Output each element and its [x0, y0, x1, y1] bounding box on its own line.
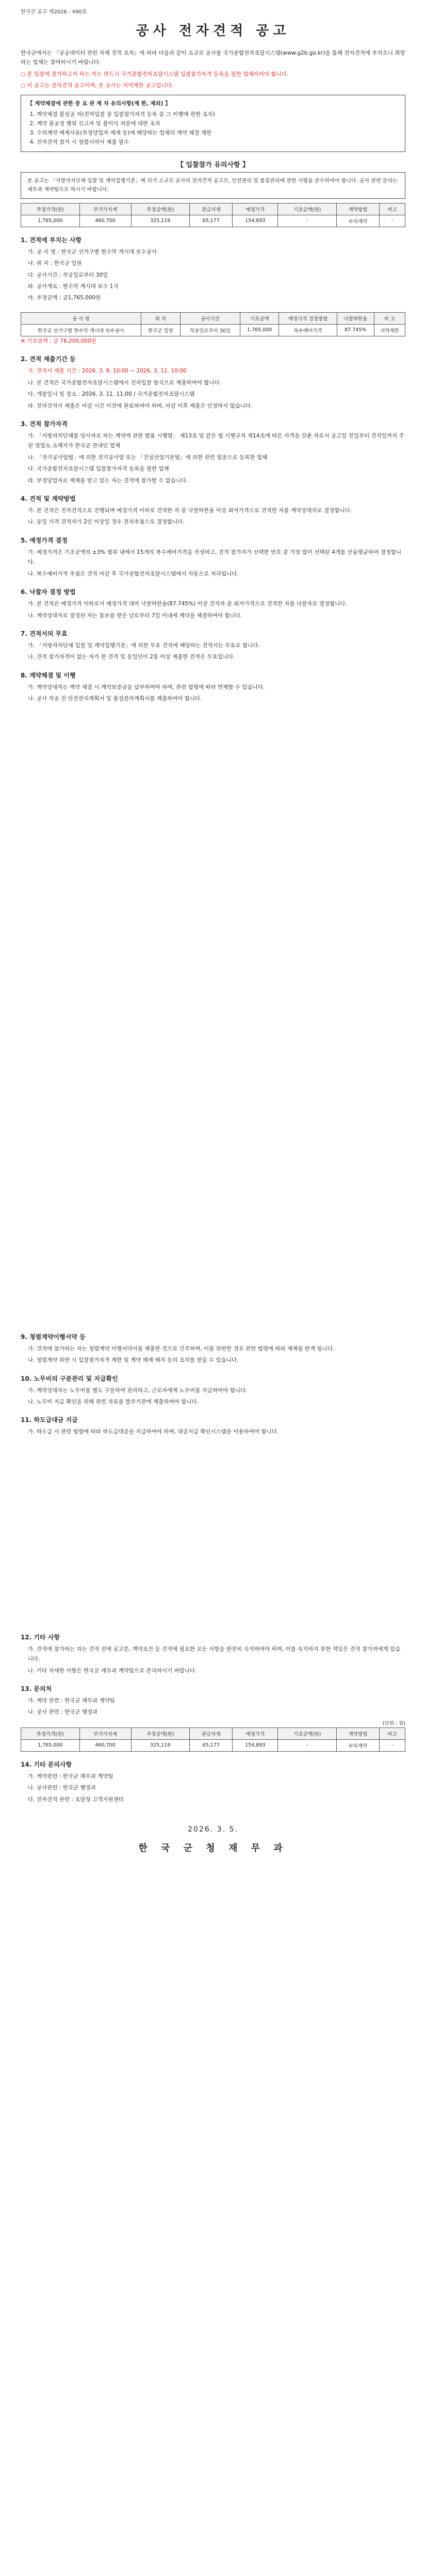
section-item: 다. 국가종합전자조달시스템 입찰참가자격 등록을 필한 업체	[28, 466, 169, 472]
table-note: ※ 기초금액 : 금 76,200,000원	[21, 337, 96, 344]
table-cell: 복수예비가격	[279, 324, 337, 336]
section-body	[21, 641, 405, 663]
section-item: 다. 개찰일시 및 장소 : 2026. 3. 11. 11:00 / 국가종합전자조달시스템	[28, 391, 195, 398]
table-cell: 1,765,000	[240, 324, 279, 336]
section-item: 나. 노무비 지급 확인을 위해 관련 자료를 발주기관에 제출하여야 합니다.	[28, 1398, 199, 1405]
section-body	[21, 599, 405, 621]
table-header-cell: 기초금액	[240, 312, 279, 324]
section-item: 가. 본 견적은 전자견적으로 진행되며 예정가격 이하로 견적한 자 중 낙찰하한율 이상 최저가격으로 견적한 자를 계약상대자로 결정합니다.	[28, 507, 352, 514]
section-heading: 9. 청렴계약이행서약 등	[21, 1333, 86, 1341]
section-item: 나. 위 치 : 한국군 일원	[28, 260, 82, 267]
section-body	[21, 1386, 405, 1408]
section-body	[21, 247, 405, 303]
table-cell: -	[278, 215, 337, 227]
section-item: 가. 예정가격은 기초금액의 ±3% 범위 내에서 15개의 복수예비가격을 작성하고, 견적 참가자가 선택한 번호 중 가장 많이 선택된 4개를 산술평균하여 결정합니다.	[28, 549, 402, 566]
section-heading: 3. 견적 참가자격	[21, 420, 68, 428]
section-heading: 10. 노무비의 구분관리 및 지급확인	[21, 1375, 118, 1382]
table-header-cell: 계약방법	[336, 203, 379, 215]
table-row	[21, 215, 405, 227]
intro-paragraph-1: 한국군에서는 『공공데이터 관련 자체 견적 조치』에 따라 다음과 같이 소규모 공사를 국가종합전자조달시스템(www.g2b.go.kr)을 통해 전자견적에 부치오니 희망하는 업체는 참여하시기 바랍니다.	[21, 50, 405, 66]
section-item: 라. 공사개요 : 현수막 게시대 보수 1식	[28, 283, 119, 290]
section-heading: 12. 기타 사항	[21, 1633, 60, 1641]
table-header-cell: 비고	[380, 1727, 405, 1739]
section-item: 다. 공사기간 : 착공일로부터 30일	[28, 272, 108, 278]
table-header-cell: 공사기간	[180, 312, 240, 324]
section-item: 가. 하도급 시 관련 법령에 따라 하도급대금을 지급하여야 하며, 대금지급 확인시스템을 이용하여야 합니다.	[28, 1429, 279, 1435]
section-item: 나. 복수예비가격 추첨은 견적 마감 후 국가종합전자조달시스템에서 자동으로 처리됩니다.	[28, 570, 239, 577]
section-body	[21, 1427, 405, 1437]
section-item: 가. 계약상대자는 노무비를 별도 구분하여 관리하고, 근로자에게 노무비를 지급하여야 합니다.	[28, 1387, 248, 1394]
section-heading: 4. 견적 및 계약방법	[21, 495, 76, 503]
section-body	[21, 1344, 405, 1366]
page-title: 공사 전자견적 공고	[136, 23, 290, 39]
table-header-cell: 관급자재	[190, 203, 233, 215]
section-item: 가. 「지방자치단체를 당사자로 하는 계약에 관한 법률 시행령」 제13조 및 같은 법 시행규칙 제14조에 따른 자격을 갖춘 자로서 공고일 전일부터 견적일까지 주된 영업소 소재지가 한국군 관내인 업체	[28, 432, 404, 449]
table-header-cell: 추정가격(원)	[21, 1727, 80, 1739]
section-heading: 8. 계약체결 및 이행	[21, 671, 76, 679]
section-body	[21, 1772, 405, 1805]
table-cell: 한국군 선거구별 현수막 게시대 보수공사	[21, 324, 141, 336]
table-header-cell: 부가가치세	[79, 1727, 131, 1739]
warning-item: 3. 수의계약 배제사유(부정당업자 제재 등)에 해당하는 업체의 계약 체결 제한	[37, 129, 399, 138]
outline-box	[21, 172, 405, 199]
intro-section	[21, 48, 405, 91]
table-header-cell: 추정금액(원)	[131, 1727, 190, 1739]
table-header-cell: 비고	[380, 203, 405, 215]
table-header-cell: 관급자재	[190, 1727, 233, 1739]
table-cell: 325,119	[131, 1739, 190, 1751]
section-item: 가. 공 사 명 : 한국군 선거구별 현수막 게시대 보수공사	[28, 248, 157, 255]
issuing-organization: 한 국 군 청 재 무 과	[138, 1843, 288, 1854]
table-header-cell: 위 치	[141, 312, 180, 324]
section-item: 가. 본 견적은 예정가격 이하로서 예정가격 대비 낙찰하한율(87.745%) 이상 견적자 중 최저가격으로 견적한 자를 낙찰자로 결정합니다.	[28, 601, 347, 607]
table-cell: 460,700	[79, 215, 131, 227]
intro-paragraph-2: ○ 본 입찰에 참가하고자 하는 자는 반드시 국가종합전자조달시스템 입찰참가자격 등록을 필한 업체이어야 합니다.	[21, 71, 289, 77]
table-header-cell: 예정가격	[233, 1727, 278, 1739]
section-item: 나. 동일 가격 견적자가 2인 이상일 경우 전자추첨으로 결정합니다.	[28, 519, 185, 526]
section-item: 나. 공사 착공 전 안전관리계획서 및 품질관리계획서를 제출하여야 합니다.	[28, 696, 202, 702]
section-item: 가. 계약상대자는 계약 체결 시 계약보증금을 납부하여야 하며, 관련 법령에 따라 면제할 수 있습니다.	[28, 684, 265, 690]
table-header-cell: 비 고	[374, 312, 405, 324]
main-table	[21, 312, 405, 336]
section-item: 가. 견적에 참가하는 자는 청렴계약 이행서약서를 제출한 것으로 간주하며, 이를 위반한 경우 관련 법령에 따라 제재를 받게 됩니다.	[28, 1345, 335, 1352]
table-cell: 한국군 일원	[141, 324, 180, 336]
section-heading: 1. 견적에 부치는 사항	[21, 236, 82, 244]
table-cell: 지역제한	[374, 324, 405, 336]
section-item: 가. 계약관련 : 한국군 재무과 계약팀	[28, 1773, 113, 1780]
section-heading: 7. 견적서의 무효	[21, 630, 68, 637]
table-header-cell: 기초금액(원)	[278, 203, 337, 215]
warning-list	[27, 110, 399, 147]
table-unit: (단위 : 원)	[382, 1720, 405, 1726]
table-cell: -	[380, 1739, 405, 1751]
table-header-row	[21, 1727, 405, 1739]
outline-body: 본 공고는 「지방자치단체 입찰 및 계약집행기준」에 의거 소규모 공사의 전자견적 공고로, 안전관리 및 품질관리에 관한 사항을 준수하여야 합니다. 공사 관련 문의는 재무과 계약팀으로 하시기 바랍니다.	[27, 178, 398, 193]
table-cell: 1,765,000	[21, 1739, 80, 1751]
table-cell: 1,765,000	[21, 215, 80, 227]
table-cell: 65,177	[190, 215, 233, 227]
section-item: 가. 견적에 참가하는 자는 견적 전에 공고문, 계약조건 등 견적에 필요한 모든 사항을 완전히 숙지하여야 하며, 이를 숙지하지 못한 책임은 견적 참가자에게 있습니다.	[28, 1646, 401, 1663]
section-body	[21, 1696, 405, 1718]
section-item: 가. 견적서 제출 기간 : 2026. 3. 9. 10:00 ~ 2026. 3. 11. 10:00	[28, 368, 187, 375]
table-cell: 154,893	[233, 1739, 278, 1751]
section-item: 나. 본 견적은 국가종합전자조달시스템에서 전자입찰 방식으로 제출하여야 합니다.	[28, 379, 221, 386]
table-cell: 154,893	[233, 215, 278, 227]
section-item: 나. 견적 참가자격이 없는 자가 한 견적 및 동일인이 2통 이상 제출한 견적은 무효입니다.	[28, 654, 235, 660]
table-header-cell: 낙찰하한율	[337, 312, 374, 324]
section-body	[21, 548, 405, 579]
table-cell: 65,177	[190, 1739, 233, 1751]
table-header-row	[21, 312, 405, 324]
intro-paragraph-3: ○ 이 공고는 전자견적 공고이며, 본 공사는 지역제한 공고입니다.	[21, 82, 174, 89]
table-cell: -	[380, 215, 405, 227]
section-heading: 5. 예정가격 결정	[21, 536, 68, 544]
section-body	[21, 683, 405, 704]
table-cell: 수의계약	[336, 1739, 379, 1751]
section-body	[21, 506, 405, 528]
table-header-cell: 기초금액(원)	[278, 1727, 337, 1739]
section-item: 마. 추정금액 : 금1,765,000원	[28, 295, 101, 301]
table-cell: 325,119	[131, 215, 190, 227]
table-row	[21, 324, 405, 336]
table-cell: 87.745%	[337, 324, 374, 336]
section-item: 나. 「전기공사업법」에 의한 전기공사업 또는 「건설산업기본법」에 의한 관련 업종으로 등록한 업체	[28, 454, 268, 461]
table-cell: -	[278, 1739, 337, 1751]
section-item: 라. 부정당업자로 제재를 받고 있는 자는 견적에 참가할 수 없습니다.	[28, 477, 188, 484]
section-heading: 2. 견적 제출기간 등	[21, 355, 76, 363]
warning-item: 1. 계약체결 불성공 자(전자입찰 중 입찰참가자격 등록 중 그 이행에 관한 조치)	[37, 110, 399, 120]
table-header-cell: 예정가격	[233, 203, 278, 215]
section-item: 나. 청렴계약 위반 시 입찰참가자격 제한 및 계약 해제·해지 등의 조치를 받을 수 있습니다.	[28, 1357, 239, 1364]
table-row	[21, 1739, 405, 1751]
section-body	[21, 431, 405, 486]
warning-title: 【 계약체결에 관한 중 요 관 계 자 유의사항(제 한, 제외) 】	[27, 100, 171, 107]
section-heading: 14. 기타 문의사항	[21, 1760, 72, 1768]
table-header-cell: 계약방법	[336, 1727, 379, 1739]
table-cell: 460,700	[79, 1739, 131, 1751]
table-header-row	[21, 203, 405, 215]
section-body	[21, 366, 405, 411]
warning-box	[21, 95, 405, 152]
table-header-cell: 추정가격(원)	[21, 203, 80, 215]
section-heading: 13. 문의처	[21, 1685, 52, 1693]
outline-title: 【 입찰참가 유의사항 】	[176, 161, 250, 169]
table-header-cell: 예정가격 결정방법	[279, 312, 337, 324]
section-body	[21, 1645, 405, 1676]
section-item: 나. 기타 자세한 사항은 한국군 재무과 계약팀으로 문의하시기 바랍니다.	[28, 1667, 197, 1674]
second-summary-table	[21, 1727, 405, 1752]
section-item: 나. 공사 관련 : 한국군 행정과	[28, 1709, 98, 1716]
table-header-cell: 공 사 명	[21, 312, 141, 324]
table-header-cell: 부가가치세	[79, 203, 131, 215]
warning-item: 4. 전자견적 참가 시 청렴서약서 제출 필수	[37, 138, 399, 147]
section-item: 나. 공사관련 : 한국군 행정과	[28, 1785, 96, 1791]
section-item: 라. 전자견적서 제출은 마감 시간 이전에 완료하여야 하며, 마감 이후 제출은 인정하지 않습니다.	[28, 402, 253, 409]
summary-table	[21, 203, 405, 227]
table-cell: 착공일로부터 30일	[180, 324, 240, 336]
table-cell: 수의계약	[336, 215, 379, 227]
section-item: 나. 계약상대자로 결정된 자는 통보를 받은 날로부터 7일 이내에 계약을 체결하여야 합니다.	[28, 612, 242, 619]
notice-number: 한국군 공고 제2026 - 490호	[21, 9, 87, 15]
section-heading: 11. 하도급대금 지급	[21, 1416, 78, 1424]
section-item: 가. 계약 관련 : 한국군 재무과 계약팀	[28, 1698, 115, 1704]
section-heading: 6. 낙찰자 결정 방법	[21, 588, 76, 596]
section-item: 가. 「지방자치단체 입찰 및 계약집행기준」에 의한 무효 견적에 해당하는 견적서는 무효로 합니다.	[28, 642, 260, 649]
notice-date: 2026. 3. 5.	[188, 1825, 238, 1834]
warning-item: 2. 계약 불공정 행위 신고자 및 불이익 처분에 대한 조치	[37, 120, 399, 129]
table-header-cell: 추정금액(원)	[131, 203, 190, 215]
section-item: 다. 전자견적 관련 : 조달청 고객지원센터	[28, 1796, 124, 1803]
